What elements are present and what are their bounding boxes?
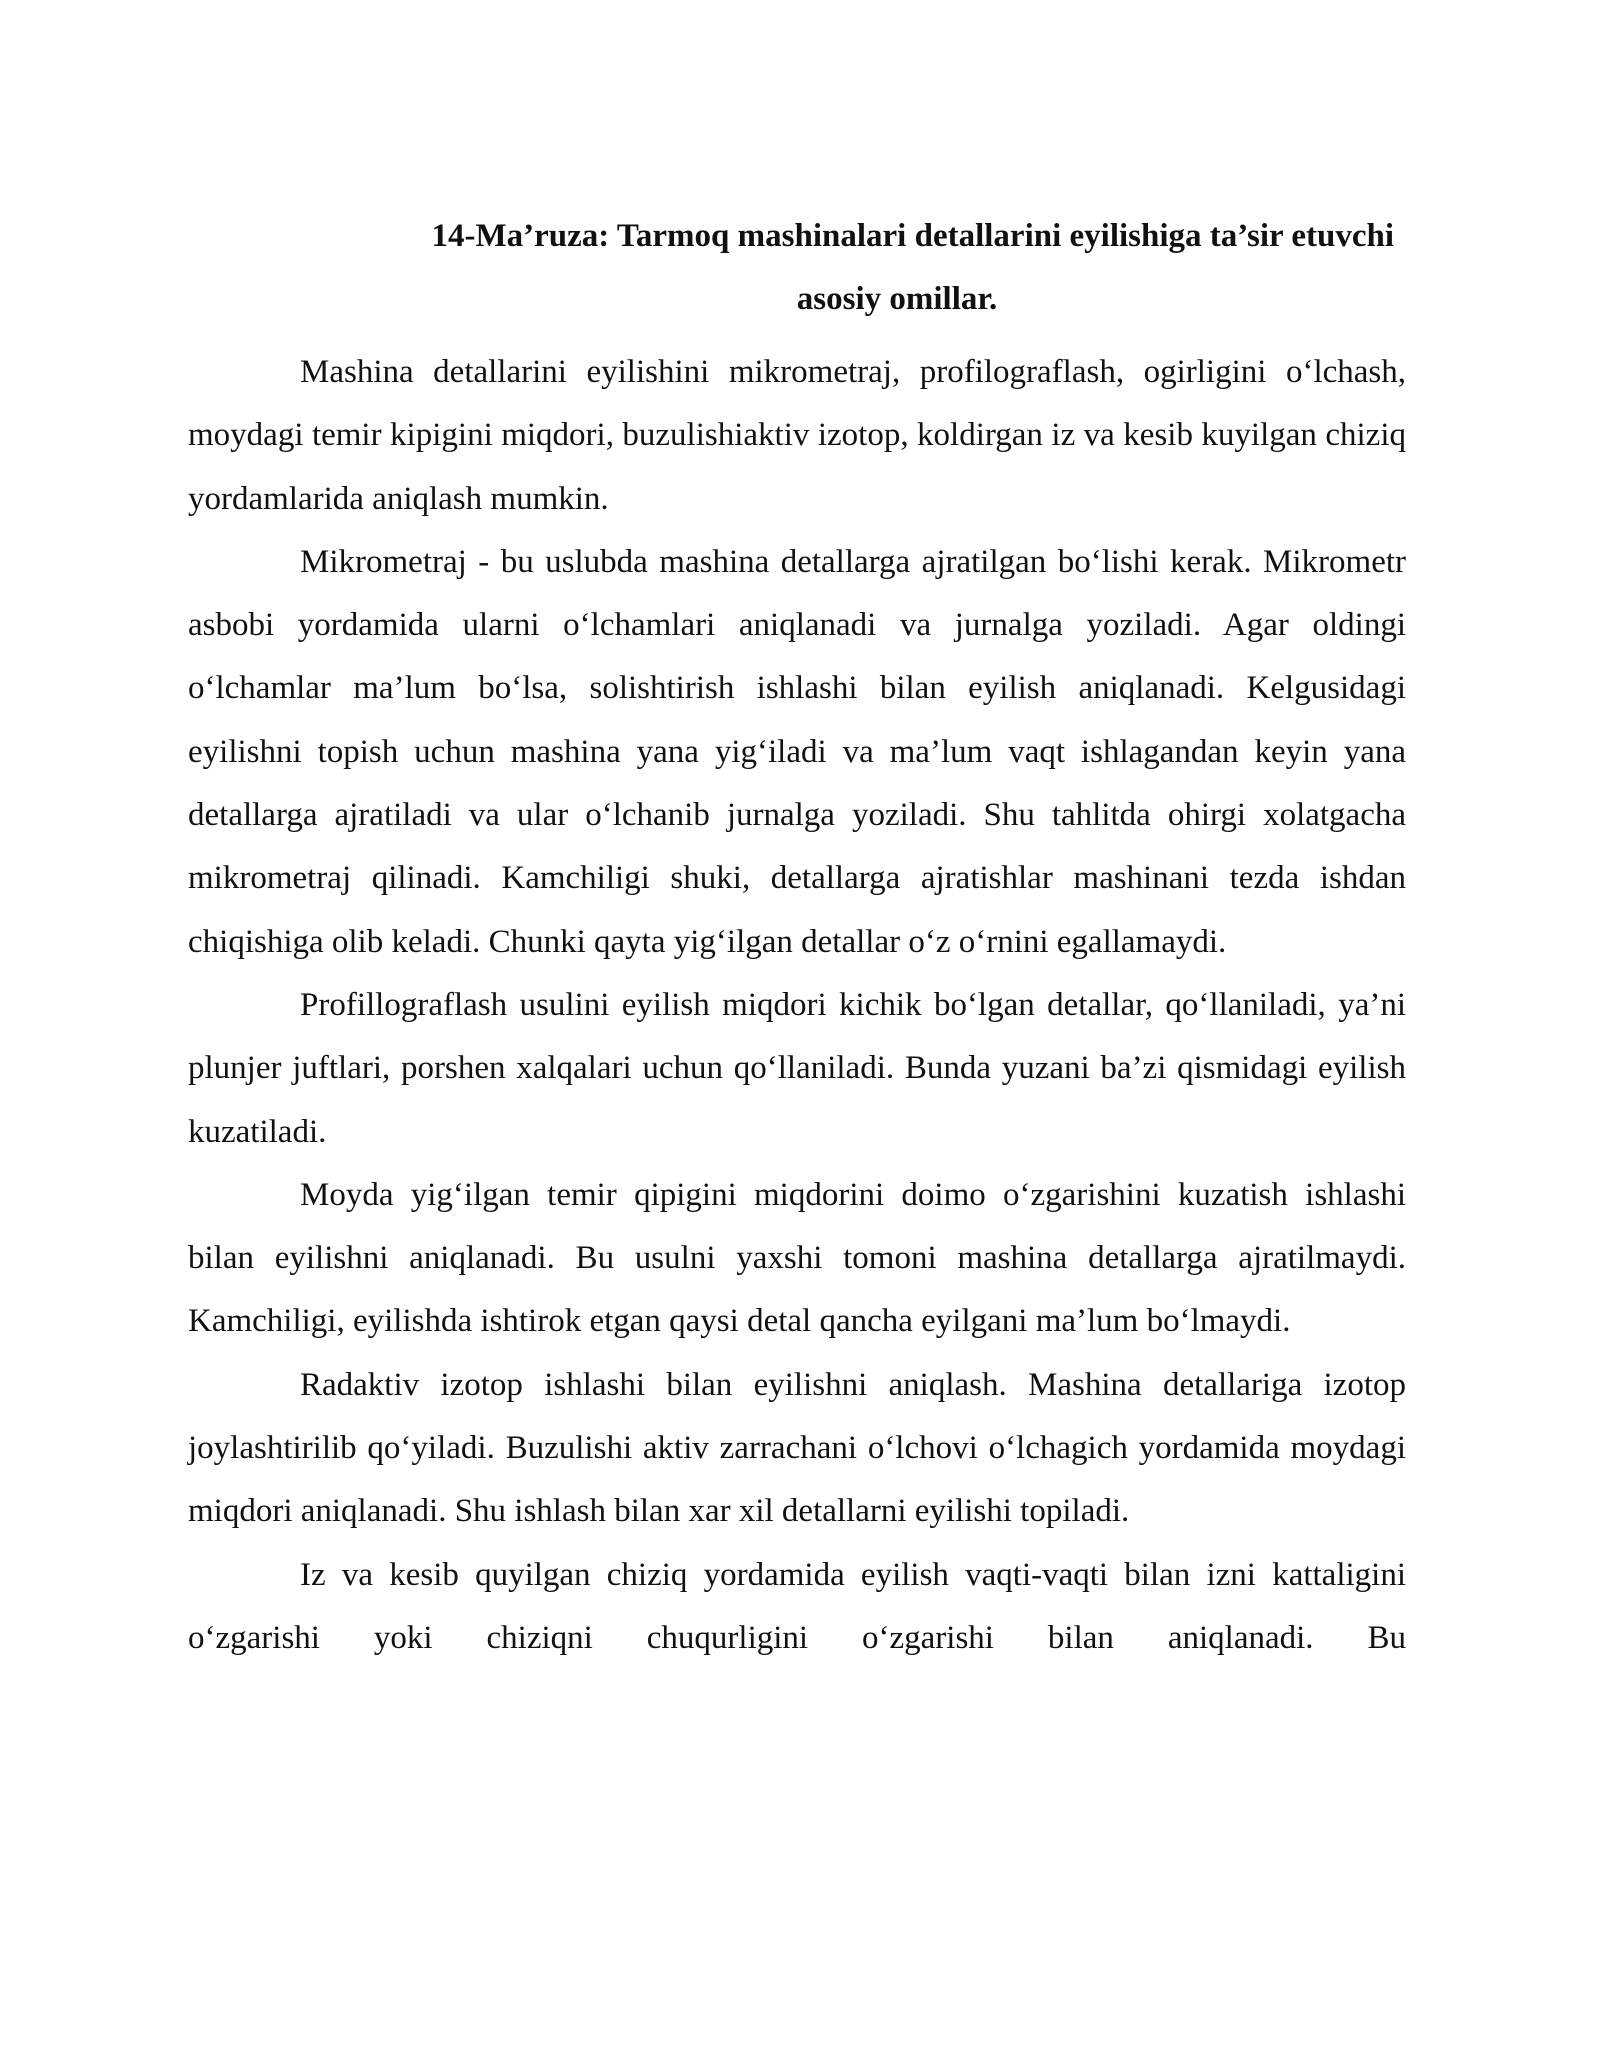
paragraph-micrometry: Mikrometraj - bu uslubda mashina detallarga ajratilgan bo‘lishi kerak. Mikrometr asbobi yordamida ularni o‘lchamlari aniqlanadi va jurnalga yoziladi. Agar oldingi o‘lchamlar ma’lum bo‘lsa, solishtirish ishlashi bilan eyilish aniqlanadi. Kelgusidagi eyilishni topish uchun mashina yana yig‘iladi va ma’lum vaqt ishlagandan keyin yana detallarga ajratiladi va ular o‘lchanib jurnalga yoziladi. Shu tahlitda ohirgi xolatgacha mikrometraj qilinadi. Kamchiligi shuki, detallarga ajratishlar mashinani tezda ishdan chiqishiga olib keladi. Chunki qayta yig‘ilgan detallar o‘z o‘rnini egallamaydi.	[188, 543, 1406, 960]
paragraph-intro: Mashina detallarini eyilishini mikrometraj, profilograflash, ogirligini o‘lchash, moydagi temir kipigini miqdori, buzulishiaktiv izotop, koldirgan iz va kesib kuyilgan chiziq yordamlarida aniqlash mumkin.	[188, 354, 1406, 517]
paragraph-trace-and-groove: Iz va kesib quyilgan chiziq yordamida eyilish vaqti-vaqti bilan izni kattaligini o‘zgarishi yoki chiziqni chuqurligini o‘zgarishi bilan aniqlanadi. Bu	[188, 1556, 1406, 1656]
paragraph-profilography: Profillograflash usulini eyilish miqdori kichik bo‘lgan detallar, qo‘llaniladi, ya’ni plunjer juftlari, porshen xalqalari uchun qo‘llaniladi. Bunda yuzani ba’zi qismidagi eyilish kuzatiladi.	[188, 986, 1406, 1150]
paragraph-oil-iron-particles: Moyda yig‘ilgan temir qipigini miqdorini doimo o‘zgarishini kuzatish ishlashi bilan eyilishni aniqlanadi. Bu usulni yaxshi tomoni mashina detallarga ajratilmaydi. Kamchiligi, eyilishda ishtirok etgan qaysi detal qancha eyilgani ma’lum bo‘lmaydi.	[188, 1176, 1406, 1340]
paragraph-radioactive-isotope: Radaktiv izotop ishlashi bilan eyilishni aniqlash. Mashina detallariga izotop joylashtirilib qo‘yiladi. Buzulishi aktiv zarrachani o‘lchovi o‘lchagich yordamida moydagi miqdori aniqlanadi. Shu ishlash bilan xar xil detallarni eyilishi topiladi.	[188, 1366, 1406, 1530]
lecture-title	[188, 205, 1406, 331]
lecture-title-line-1: 14-Ma’ruza: Tarmoq mashinalari detallarini eyilishiga ta’sir etuvchi	[431, 218, 1394, 254]
document-body	[188, 205, 1406, 1670]
lecture-title-line-2: asosiy omillar.	[796, 281, 998, 317]
